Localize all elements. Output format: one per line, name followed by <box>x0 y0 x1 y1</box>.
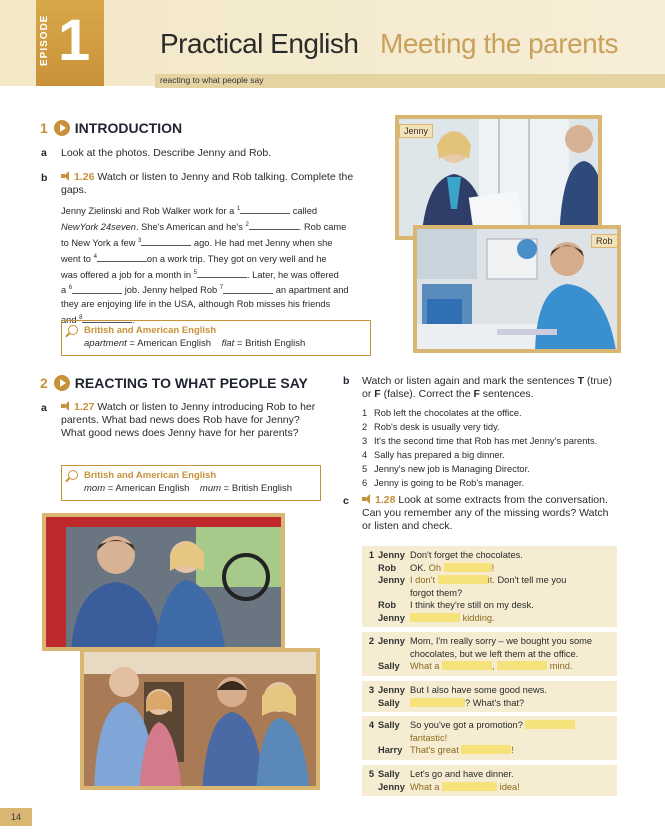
line-highlight: mind. <box>547 661 573 671</box>
dialogue-line <box>410 562 613 575</box>
instruction-bold-F: F <box>374 388 381 400</box>
passage-text: Jenny Zielinski and Rob Walker work for a <box>61 206 237 217</box>
item-number: 2 <box>362 422 368 432</box>
magnifier-icon <box>68 325 78 335</box>
gap-blank[interactable] <box>240 204 290 214</box>
line-text: So you've got a promotion? <box>410 720 526 730</box>
be-american-label: = American English <box>126 338 212 349</box>
page-title: Practical English <box>160 28 359 59</box>
passage-text: to New York a few <box>61 237 138 248</box>
gap-blank[interactable] <box>410 613 460 622</box>
block-number: 3 <box>368 685 374 695</box>
passage-text: . <box>132 315 136 326</box>
item-number: 5 <box>362 464 368 474</box>
page-subtitle-title: Meeting the parents <box>380 28 618 59</box>
passage-text: ago. He had met Jenny when she <box>191 237 333 248</box>
play-icon[interactable] <box>54 120 70 136</box>
magnifier-icon <box>68 470 78 480</box>
exercise-2b-letter: b <box>343 375 350 387</box>
be-american-word: apartment <box>84 338 127 349</box>
speaker: Jenny <box>378 575 405 585</box>
dialogue-line <box>410 574 613 587</box>
conversation-block-1 <box>362 546 617 627</box>
dialogue-line: Don't forget the chocolates. <box>410 550 523 560</box>
gap-number: 2 <box>245 221 249 228</box>
instruction-text: (false). Correct the <box>380 388 474 400</box>
gap-number: 8 <box>79 315 83 322</box>
speaker: Rob <box>378 562 397 573</box>
exercise-2a-text: Watch or listen to Jenny introducing Rob to her parents. What bad news does Rob have for Jenny? What good news does Jenny have for her parents? <box>61 401 316 439</box>
dialogue-line <box>410 697 613 710</box>
instruction-text: sentences. <box>479 388 534 400</box>
passage-text: and <box>61 315 80 326</box>
lesson-focus: reacting to what people say <box>160 75 264 85</box>
dialogue-line <box>410 781 613 794</box>
section-1-heading <box>40 120 182 136</box>
passage-text: called <box>290 206 318 217</box>
british-american-box-2 <box>61 465 321 501</box>
conversation-block-3 <box>362 681 617 712</box>
section-2-heading <box>40 375 308 391</box>
gap-blank[interactable] <box>72 284 122 294</box>
gap-blank[interactable] <box>525 720 575 729</box>
gap-blank[interactable] <box>97 252 147 262</box>
item-number: 6 <box>362 478 368 488</box>
item-number: 4 <box>362 450 368 460</box>
passage-text: was offered a job for a month in <box>61 269 194 280</box>
passage-text: . Later, he was offered <box>247 269 339 280</box>
photo-label-rob: Rob <box>591 234 618 248</box>
gap-blank[interactable] <box>141 236 191 246</box>
passage-text: they are enjoying life in the USA, although Rob misses his friends <box>61 299 331 310</box>
speaker: Jenny <box>378 781 405 792</box>
line-text: ? What's that? <box>465 697 525 708</box>
gap-number: 3 <box>138 237 142 244</box>
section-1-number: 1 <box>40 120 48 136</box>
item-text: Rob's desk is usually very tidy. <box>374 422 500 432</box>
list-item <box>362 476 597 490</box>
audio-icon[interactable] <box>61 401 72 411</box>
speaker: Sally <box>378 661 400 671</box>
exercise-1b-instruction <box>61 171 371 197</box>
be-box-content <box>84 337 364 350</box>
exercise-2c-letter: c <box>343 495 349 507</box>
speaker: Rob <box>378 600 397 610</box>
be-british-word: flat <box>221 338 235 349</box>
gap-blank[interactable] <box>410 698 465 707</box>
gap-number: 7 <box>219 285 224 292</box>
conversation-block-5 <box>362 765 617 796</box>
be-american-word: mom <box>84 483 106 494</box>
gap-fill-passage <box>61 203 373 328</box>
gap-blank[interactable] <box>438 575 488 584</box>
be-box-content <box>84 482 314 495</box>
dialogue-line: Let's go and have dinner. <box>410 769 514 779</box>
dialogue-line: chocolates, but we left them at the office. <box>410 648 579 659</box>
list-item <box>362 406 597 420</box>
speaker: Jenny <box>378 636 405 646</box>
line-highlight: What a <box>410 781 443 792</box>
speaker: Jenny <box>378 685 405 695</box>
line-highlight: Oh <box>428 562 444 573</box>
item-text: Jenny's new job is Managing Director. <box>374 464 530 474</box>
line-highlight: ! <box>511 745 514 755</box>
audio-icon[interactable] <box>362 494 373 504</box>
section-1-title: INTRODUCTION <box>74 120 183 136</box>
exercise-2a-instruction <box>61 401 323 440</box>
passage-text: job. Jenny helped Rob <box>122 285 220 296</box>
line-highlight: kidding. <box>460 612 495 623</box>
exercise-2c-instruction <box>362 494 620 533</box>
passage-italic: NewYork 24seven <box>61 221 136 232</box>
instruction-text: Watch or listen again and mark the sentences <box>362 375 575 387</box>
gap-blank[interactable] <box>442 782 497 791</box>
item-text: It's the second time that Rob has met Jenny's parents. <box>374 436 598 446</box>
instruction-text: (true) or <box>362 375 612 400</box>
dialogue-line <box>410 660 613 673</box>
british-american-box-1 <box>61 320 371 356</box>
speaker: Sally <box>378 720 400 730</box>
photo-label-jenny: Jenny <box>399 124 433 138</box>
line-text: OK. <box>410 562 429 573</box>
block-number: 4 <box>368 720 374 730</box>
passage-text: went to <box>61 253 94 264</box>
line-highlight: I don't <box>410 575 438 585</box>
gap-blank[interactable] <box>497 661 547 670</box>
exercise-2b-instruction <box>362 375 622 401</box>
line-highlight: , <box>492 661 498 671</box>
audio-track-number: 1.26 <box>74 171 95 183</box>
family-photo-illustration <box>84 652 320 790</box>
episode-number: 1 <box>58 8 91 73</box>
dialogue-line <box>410 744 613 757</box>
exercise-2c-text: Look at some extracts from the conversation. Can you remember any of the missing words? Watch or listen and check. <box>362 494 609 532</box>
dialogue-line <box>410 612 613 625</box>
be-british-label: = British English <box>221 483 293 494</box>
gap-number: 4 <box>93 253 97 260</box>
line-highlight: What a <box>410 661 443 671</box>
exercise-1b-letter: b <box>41 172 48 184</box>
instruction-bold-T: T <box>577 375 584 387</box>
gap-number: 5 <box>193 269 197 276</box>
passage-text: a <box>61 285 69 296</box>
list-item <box>362 462 597 476</box>
dialogue-line: I think they're still on my desk. <box>410 600 534 610</box>
car-photo-illustration <box>46 517 285 651</box>
item-text: Sally has prepared a big dinner. <box>374 450 505 460</box>
speaker: Sally <box>378 769 400 779</box>
exercise-1b-text: Watch or listen to Jenny and Rob talking. Complete the gaps. <box>61 171 354 196</box>
item-text: Jenny is going to be Rob's manager. <box>374 478 525 488</box>
line-highlight: ! <box>491 562 495 573</box>
dialogue-line <box>410 719 613 732</box>
be-american-label: = American English <box>105 483 190 494</box>
section-2-title: REACTING TO WHAT PEOPLE SAY <box>74 375 308 391</box>
episode-label: EPISODE <box>39 14 50 66</box>
gap-blank[interactable] <box>249 220 299 230</box>
gap-blank[interactable] <box>442 661 492 670</box>
photo-rob-desk <box>413 225 621 353</box>
gap-blank[interactable] <box>223 284 273 294</box>
audio-track-number: 1.28 <box>375 494 396 506</box>
page-number: 14 <box>0 808 32 826</box>
item-number: 3 <box>362 436 368 446</box>
block-number: 1 <box>368 550 374 560</box>
photo-car <box>42 513 285 651</box>
audio-track-number: 1.27 <box>74 401 95 413</box>
exercise-1a-letter: a <box>41 147 47 159</box>
exercise-1a-text: Look at the photos. Describe Jenny and Rob. <box>61 147 272 159</box>
line-text: Don't tell me you <box>494 575 567 585</box>
true-false-list <box>362 406 597 490</box>
item-text: Rob left the chocolates at the office. <box>374 408 522 418</box>
audio-icon[interactable] <box>61 171 72 181</box>
dialogue-line: forgot them? <box>410 587 463 598</box>
dialogue-line: But I also have some good news. <box>410 685 547 695</box>
dialogue-line: fantastic! <box>410 732 448 743</box>
line-highlight: it. <box>487 575 495 585</box>
exercise-2a-letter: a <box>41 402 47 414</box>
be-box-title: British and American English <box>84 470 217 481</box>
photo-family <box>80 648 320 790</box>
gap-blank[interactable] <box>461 745 511 754</box>
passage-text: . Rob came <box>298 221 347 232</box>
speaker: Harry <box>378 745 403 755</box>
be-box-title: British and American English <box>84 325 217 336</box>
speaker: Jenny <box>378 550 405 560</box>
conversation-block-4 <box>362 716 617 760</box>
gap-blank[interactable] <box>444 563 492 572</box>
gap-number: 1 <box>236 206 241 212</box>
block-number: 5 <box>368 769 374 779</box>
line-highlight: idea! <box>497 781 520 792</box>
be-british-label: = British English <box>234 338 306 349</box>
instruction-bold-F: F <box>473 388 480 400</box>
conversation-block-2 <box>362 632 617 676</box>
item-number: 1 <box>362 408 368 418</box>
passage-text: an apartment and <box>273 285 349 296</box>
passage-text: on a work trip. They got on very well and he <box>146 253 327 264</box>
speaker: Sally <box>378 697 400 708</box>
speaker: Jenny <box>378 612 405 623</box>
line-highlight: That's great <box>410 745 462 755</box>
section-2-number: 2 <box>40 375 48 391</box>
play-icon[interactable] <box>54 375 70 391</box>
gap-blank[interactable] <box>197 268 247 278</box>
dialogue-line: Mom, I'm really sorry – we bought you some <box>410 636 593 646</box>
list-item <box>362 434 597 448</box>
gap-number: 6 <box>68 285 73 292</box>
block-number: 2 <box>368 636 374 646</box>
be-british-word: mum <box>199 483 222 494</box>
passage-text: . She's American and he's <box>135 221 246 232</box>
list-item <box>362 448 597 462</box>
list-item <box>362 420 597 434</box>
